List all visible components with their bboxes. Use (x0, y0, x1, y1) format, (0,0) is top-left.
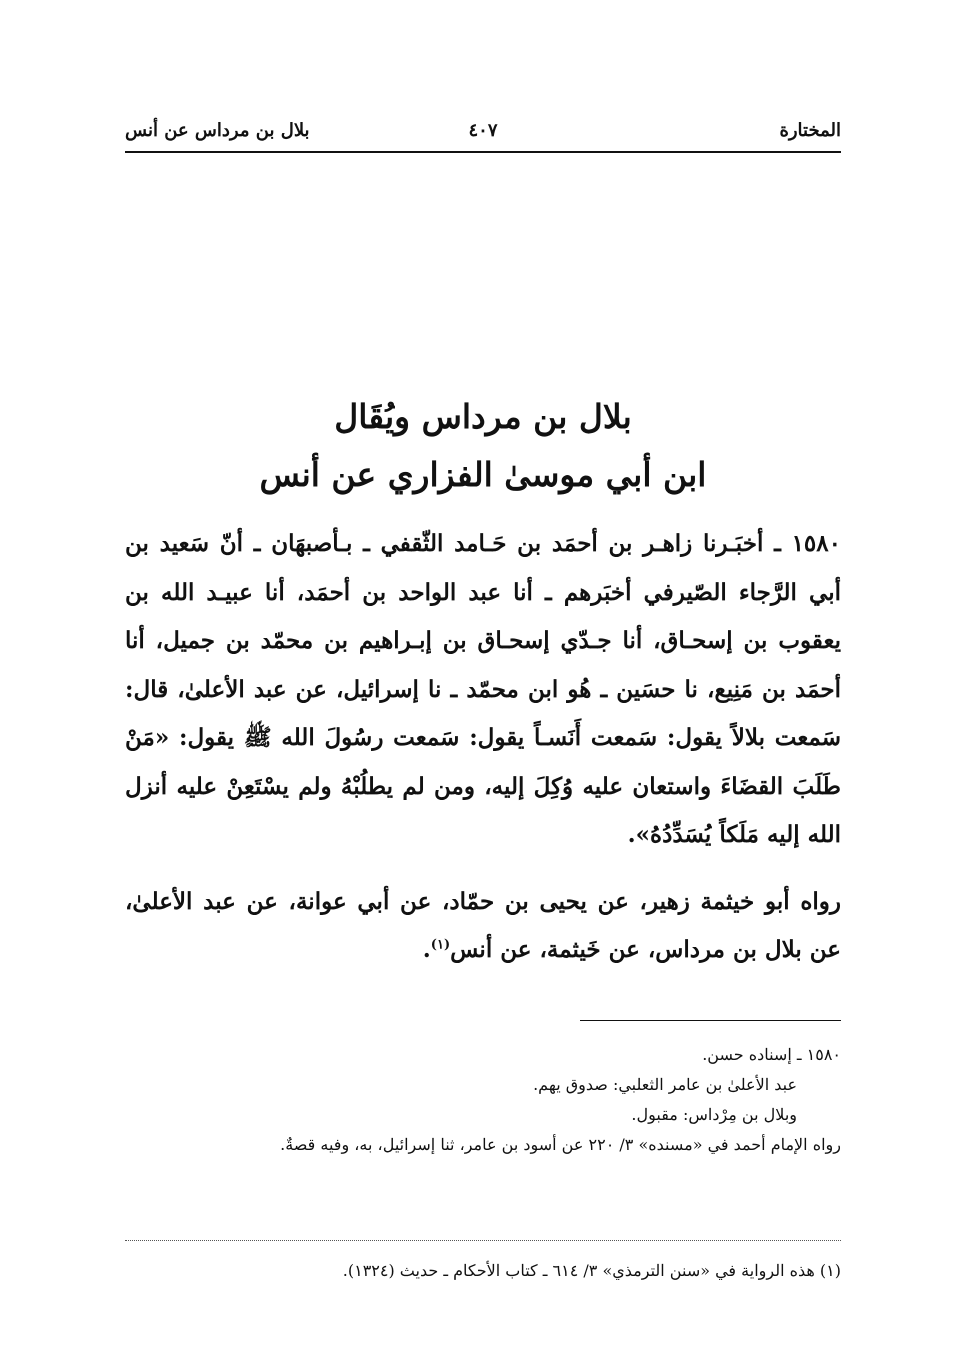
running-header (125, 114, 841, 150)
narration-paragraph (125, 878, 841, 975)
note-line-source: رواه الإمام أحمد في «مسنده» ٣/ ٢٢٠ عن أسود بن عامر، ثنا إسرائيل، به، وفيه قصةٌ. (280, 1135, 841, 1154)
note-line-narrator-1: عبد الأعلىٰ بن عامر الثعلبي: صدوق يهم. (533, 1075, 797, 1094)
hadith-text: ـ أخبَـرنا زاهـر بن أحمَد بن حَـامد الثّقفي ـ بـأصبهَان ـ أنّ سَعيد بن أبي الرَّجاء الصّيرفي أخبَرهم ـ أنا عبد الواحد بن أحمَد، أنا عبيـد الله بن يعقوب بن إسحـاق، أنا جـدّي إسحـاق بن إبـراهيم بن محمّد بن جميل، أنا أحمَد بن مَنِيع، نا حسَين ـ هُو ابن محمّد ـ نا إسرائيل، عن عبد الأعلىٰ، قال: سَمعت بلالاً يقول: سَمعت أَنَسـاً يقول: سَمعت رسُولَ الله ﷺ يقول: «مَنْ طَلَبَ القضَاءَ واستعان عليه وُكِلَ إليه، ومن لم يطلُبْهُ ولم يسْتَعِنْ عليه أنزل الله إليه مَلَكاً يُسَدِّدُهُ». (125, 530, 841, 848)
chapter-title-line-1: بلال بن مرداس ويُقَال (334, 397, 632, 436)
narration-end: . (422, 936, 431, 963)
hadith-paragraph (125, 520, 841, 860)
hadith-body (125, 520, 841, 975)
footnote-separator (580, 1020, 841, 1021)
running-chapter-title: بلال بن مرداس عن أنس (125, 120, 310, 141)
footnote-separator-2 (125, 1240, 841, 1241)
footnote-1: (١) هذه الرواية في «سنن الترمذي» ٣/ ٦١٤ ـ كتاب الأحكام ـ حديث (١٣٢٤). (342, 1261, 841, 1280)
footnote-reference: (١) (430, 937, 451, 953)
narration-text: رواه أبو خيثمة زهير، عن يحيى بن حمّاد، عن أبي عوانة، عن عبد الأعلىٰ، عن بلال بن مرداس، عن خَيثمة، عن أنس (125, 887, 841, 963)
note-line-narrator-2: وبلال بن مِرْداس: مقبول. (631, 1105, 797, 1124)
hadith-number: ١٥٨٠ (791, 530, 841, 557)
note-line-grading: ١٥٨٠ ـ إسناده حسن. (702, 1045, 841, 1064)
chapter-title (125, 388, 841, 504)
header-rule (125, 151, 841, 153)
chapter-title-line-2: ابن أبي موسىٰ الفزاري عن أنس (259, 455, 707, 494)
editor-notes (115, 1040, 841, 1160)
page-number: ٤٠٧ (468, 120, 498, 141)
book-title: المختارة (779, 120, 841, 141)
